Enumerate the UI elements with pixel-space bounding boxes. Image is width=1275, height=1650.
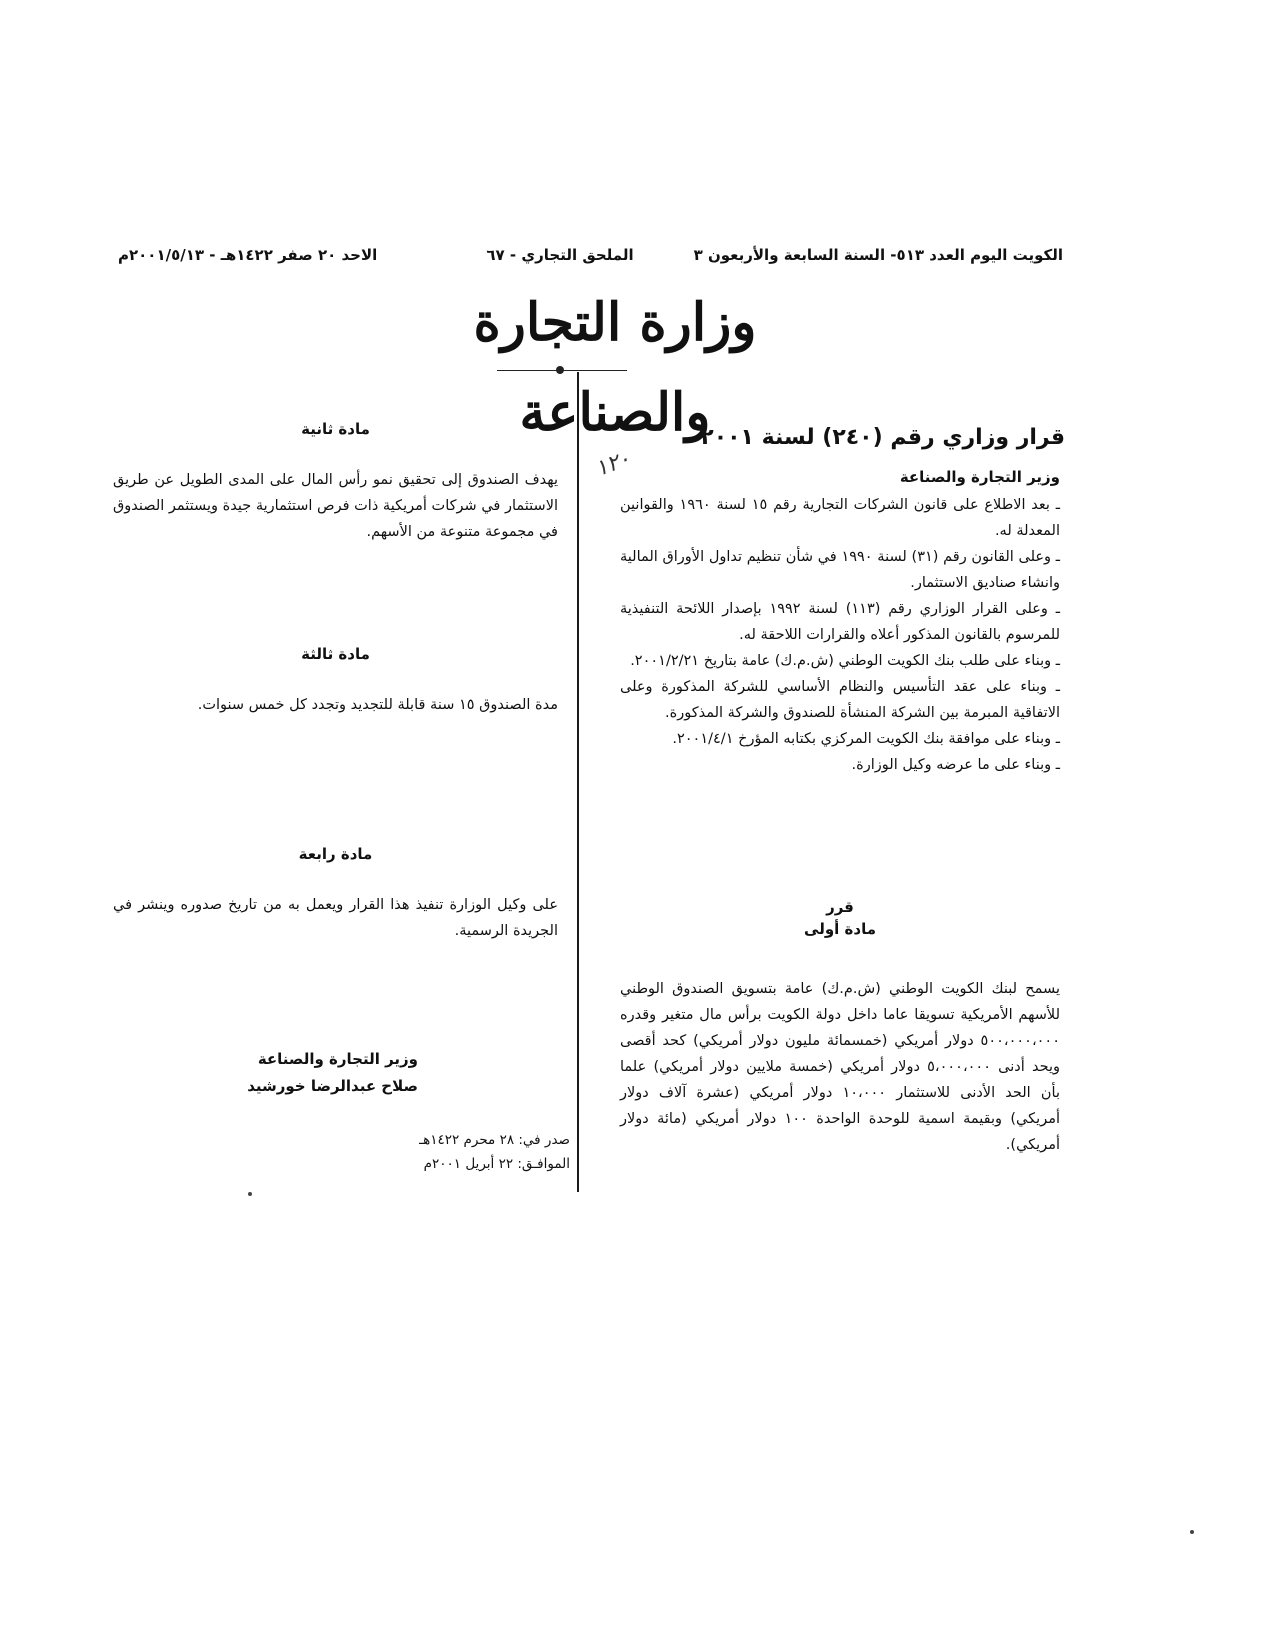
article3-heading: مادة ثالثة [301,645,370,663]
signature-title: وزير التجارة والصناعة [257,1050,418,1068]
preamble-item: ـ وعلى القرار الوزاري رقم (١١٣) لسنة ١٩٩٢ بإصدار اللائحة التنفيذية للمرسوم بالقانون المذكور أعلاه والقرارات اللاحقة له. [620,601,1060,643]
signature-name: صلاح عبدالرضا خورشيد [247,1077,418,1095]
issue-line: الكويت اليوم العدد ٥١٣- السنة السابعة والأربعون ٣ [693,246,1063,264]
issue-date-gregorian: الموافـق: ٢٢ أبريل ٢٠٠١م [423,1156,570,1172]
issue-date-hijri: صدر في: ٢٨ محرم ١٤٢٢هـ [419,1132,570,1148]
article2-heading: مادة ثانية [301,420,370,438]
preamble-item: ـ وبناء على موافقة بنك الكويت المركزي بكتابه المؤرخ ٢٠٠١/٤/١. [672,731,1060,747]
preamble-item: ـ وعلى القانون رقم (٣١) لسنة ١٩٩٠ في شأن تنظيم تداول الأوراق المالية وانشاء صناديق الاستثمار. [620,549,1061,591]
article4-heading: مادة رابعة [298,845,373,863]
issue-date-block [370,1128,570,1176]
article1-block [620,898,1060,1158]
preamble-item: ـ بعد الاطلاع على قانون الشركات التجارية رقم ١٥ لسنة ١٩٦٠ والقوانين المعدلة له. [620,497,1060,539]
article4-text: على وكيل الوزارة تنفيذ هذا القرار ويعمل به من تاريخ صدوره وينشر في الجريدة الرسمية. [113,897,558,939]
article2-text: يهدف الصندوق إلى تحقيق نمو رأس المال على المدى الطويل عن طريق الاستثمار في شركات أمريكية ذات فرص استثمارية جيدة ويستثمر الصندوق في مجموعة متنوعة من الأسهم. [113,472,558,540]
scan-speck [248,1192,252,1196]
decides-label: قرر [826,898,854,916]
scan-speck [1190,1530,1194,1534]
decree-title: قرار وزاري رقم (٢٤٠) لسنة ٢٠٠١ [700,425,1065,450]
article3-text: مدة الصندوق ١٥ سنة قابلة للتجديد وتجدد كل خمس سنوات. [197,697,558,713]
article1-heading: مادة أولى [804,920,876,938]
column-divider [577,372,579,1192]
preamble-item: ـ وبناء على ما عرضه وكيل الوزارة. [851,757,1060,773]
ornament-dot [556,366,564,374]
minister-heading: وزير التجارة والصناعة [899,468,1060,486]
ministry-masthead: وزارة التجارة والصناعة [473,292,757,443]
preamble-item: ـ وبناء على عقد التأسيس والنظام الأساسي للشركة المذكورة وعلى الاتفاقية المبرمة بين الشركة المنشأة للصندوق والشركة المذكورة. [620,679,1060,721]
signature-block [118,1046,418,1100]
preamble-item: ـ وبناء على طلب بنك الكويت الوطني (ش.م.ك) عامة بتاريخ ٢٠٠١/٢/٢١. [630,653,1060,669]
date-line: الاحد ٢٠ صفر ١٤٢٢هـ - ٢٠٠١/٥/١٣م [118,246,378,264]
preamble [620,492,1060,778]
handwritten-mark: ١٢٠ [591,446,634,482]
article1-text: يسمح لبنك الكويت الوطني (ش.م.ك) عامة بتسويق الصندوق الوطني للأسهم الأمريكية تسويقا عاما داخل دولة الكويت برأس مال متغير وقدره ٥٠٠،٠٠٠،٠٠٠ دولار أمريكي (خمسمائة مليون دولار أمريكي) كحد أقصى ويحد أدنى ٥،٠٠٠،٠٠٠ دولار أمريكي (خمسة ملايين دولار أمريكي) علما بأن الحد الأدنى للاستثمار ١٠،٠٠٠ دولار أمريكي (عشرة آلاف دولار أمريكي) وبقيمة اسمية للوحدة الواحدة ١٠٠ دولار أمريكي (مائة دولار أمريكي). [620,981,1060,1153]
supplement-label: الملحق التجاري - ٦٧ [486,246,634,264]
